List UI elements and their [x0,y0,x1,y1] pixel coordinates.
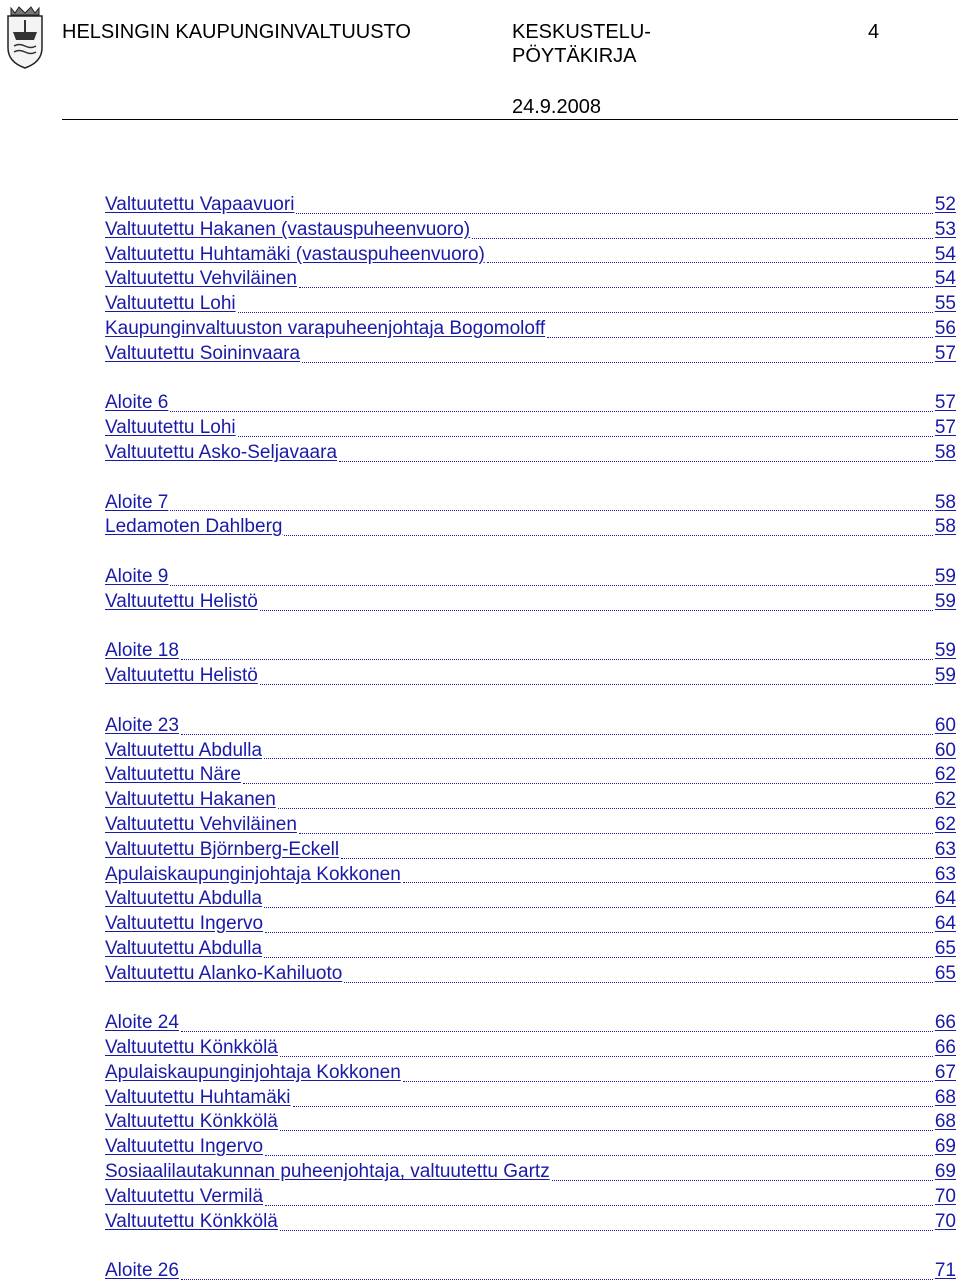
toc-page-number[interactable]: 58 [934,516,956,538]
toc-page-number[interactable]: 52 [934,194,956,215]
toc-entry-link[interactable]: Aloite 9 [105,565,169,587]
document-date: 24.9.2008 [512,96,601,118]
toc-entry[interactable] [105,639,956,664]
toc-page-number[interactable]: 60 [934,739,956,761]
toc-dot-leader [293,1106,933,1107]
toc-entry-link[interactable]: Valtuutettu Soininvaara [105,342,301,364]
toc-entry-link[interactable]: Valtuutettu Näre [105,764,241,786]
toc-page-number[interactable]: 63 [934,838,956,860]
toc-dot-leader [341,858,933,859]
toc-page-number[interactable]: 59 [934,590,956,612]
toc-dot-leader [170,585,932,586]
toc-entry[interactable] [105,1086,956,1111]
toc-page-number[interactable]: 57 [934,342,956,364]
toc-page-number[interactable]: 59 [934,640,956,662]
toc-entry-link[interactable]: Valtuutettu Ingervo [105,913,264,935]
toc-dot-leader [265,1155,933,1156]
toc-page-number[interactable]: 70 [934,1185,956,1207]
toc-entry-link[interactable]: Valtuutettu Könkkölä [105,1111,278,1133]
toc-dot-leader [403,1081,933,1082]
document-type [512,20,651,68]
page-number: 4 [868,21,880,43]
toc-entry[interactable] [105,1061,956,1086]
toc-page-number[interactable]: 57 [934,417,956,439]
toc-entry-link[interactable]: Aloite 7 [105,491,169,513]
toc-dot-leader [302,362,933,363]
toc-entry-link[interactable]: Aloite 24 [105,1012,179,1034]
toc-page-number[interactable]: 54 [934,243,956,265]
toc-entry-link[interactable]: Aloite 26 [105,1260,179,1282]
toc-page-number[interactable]: 56 [934,317,956,339]
toc-dot-leader [547,337,933,338]
toc-page-number[interactable]: 65 [934,937,956,959]
toc-entry-link[interactable]: Valtuutettu Vapaavuori [105,194,295,215]
toc-dot-leader [260,684,933,685]
toc-dot-leader [170,411,932,412]
toc-entry-link[interactable]: Aloite 18 [105,640,179,662]
toc-entry[interactable] [105,391,956,416]
toc-entry[interactable] [105,193,956,218]
toc-entry-link[interactable]: Aloite 23 [105,714,179,736]
toc-page-number[interactable]: 64 [934,913,956,935]
toc-entry[interactable] [105,1135,956,1160]
toc-page-number[interactable]: 64 [934,888,956,910]
toc-dot-leader [280,1230,933,1231]
toc-entry[interactable] [105,838,956,863]
toc-entry[interactable] [105,887,956,912]
toc-dot-leader [170,510,932,511]
toc-entry-link[interactable]: Valtuutettu Helistö [105,590,258,612]
toc-entry[interactable] [105,491,956,516]
toc-page-number[interactable]: 69 [934,1161,956,1183]
toc-entry-link[interactable]: Valtuutettu Alanko-Kahiluoto [105,962,343,984]
toc-entry[interactable] [105,416,956,441]
toc-page-number[interactable]: 62 [934,764,956,786]
toc-entry-link[interactable]: Apulaiskaupunginjohtaja Kokkonen [105,1061,401,1083]
toc-entry-link[interactable]: Valtuutettu Asko-Seljavaara [105,441,338,463]
toc-page-number[interactable]: 62 [934,813,956,835]
toc-entry[interactable] [105,937,956,962]
toc-entry[interactable] [105,441,956,466]
toc-page-number[interactable]: 68 [934,1086,956,1108]
toc-entry-link[interactable]: Valtuutettu Helistö [105,665,258,687]
toc-page-number[interactable]: 58 [934,491,956,513]
toc-entry[interactable] [105,1185,956,1210]
toc-dot-leader [284,535,932,536]
toc-page-number[interactable]: 60 [934,714,956,736]
toc-entry-link[interactable]: Valtuutettu Abdulla [105,739,263,761]
toc-entry-link[interactable]: Valtuutettu Ingervo [105,1136,264,1158]
toc-dot-leader [265,932,933,933]
toc-entry[interactable] [105,267,956,292]
toc-entry[interactable] [105,714,956,739]
toc-dot-leader [278,808,933,809]
toc-page-number[interactable]: 59 [934,565,956,587]
toc-dot-leader [264,758,933,759]
toc-dot-leader [296,213,932,214]
toc-dot-leader [181,1031,933,1032]
toc-dot-leader [260,610,933,611]
toc-entry[interactable] [105,243,956,268]
toc-page-number[interactable]: 66 [934,1037,956,1059]
organization-name: HELSINGIN KAUPUNGINVALTUUSTO [62,21,411,43]
toc-page-number[interactable]: 71 [934,1260,956,1282]
toc-entry-link[interactable]: Valtuutettu Vehviläinen [105,268,297,290]
toc-entry[interactable] [105,962,956,987]
toc-page-number[interactable]: 57 [934,392,956,414]
toc-dot-leader [487,262,933,263]
toc-entry[interactable] [105,590,956,615]
toc-entry[interactable] [105,292,956,317]
document-type-line1: KESKUSTELU- [512,21,651,43]
toc-dot-leader [265,1205,933,1206]
toc-entry[interactable] [105,863,956,888]
toc-entry[interactable] [105,1210,956,1235]
toc-dot-leader [264,957,933,958]
toc-dot-leader [181,734,933,735]
document-type-line2: PÖYTÄKIRJA [512,45,637,67]
toc-entry[interactable] [105,813,956,838]
helsinki-crest-logo [2,2,48,72]
toc-entry[interactable] [105,1011,956,1036]
toc-entry-link[interactable]: Valtuutettu Lohi [105,293,236,315]
toc-entry[interactable] [105,218,956,243]
toc-entry[interactable] [105,788,956,813]
toc-entry[interactable] [105,565,956,590]
toc-entry[interactable] [105,1259,956,1284]
header-divider [62,119,958,120]
toc-entry-link[interactable]: Valtuutettu Vehviläinen [105,813,297,835]
toc-entry[interactable] [105,912,956,937]
toc-entry[interactable] [105,317,956,342]
toc-entry-link[interactable]: Valtuutettu Björnberg-Eckell [105,838,340,860]
toc-page-number[interactable]: 68 [934,1111,956,1133]
toc-entry[interactable] [105,739,956,764]
toc-dot-leader [339,461,933,462]
toc-page-number[interactable]: 62 [934,789,956,811]
toc-entry-link[interactable]: Apulaiskaupunginjohtaja Kokkonen [105,863,401,885]
toc-entry-link[interactable]: Aloite 6 [105,392,169,414]
toc-entry-link[interactable]: Sosiaalilautakunnan puheenjohtaja, valtuutettu Gartz [105,1161,550,1183]
toc-entry[interactable] [105,342,956,367]
toc-entry-link[interactable]: Kaupunginvaltuuston varapuheenjohtaja Bogomoloff [105,317,546,339]
toc-dot-leader [299,287,933,288]
toc-entry-link[interactable]: Ledamoten Dahlberg [105,516,283,538]
toc-dot-leader [280,1130,933,1131]
toc-page-number[interactable]: 54 [934,268,956,290]
toc-entry-link[interactable]: Valtuutettu Könkkölä [105,1210,278,1232]
toc-entry[interactable] [105,515,956,540]
toc-dot-leader [403,882,933,883]
toc-entry-link[interactable]: Valtuutettu Könkkölä [105,1037,278,1059]
toc-entry-link[interactable]: Valtuutettu Abdulla [105,937,263,959]
toc-entry-link[interactable]: Valtuutettu Huhtamäki (vastauspuheenvuoro) [105,243,485,265]
toc-entry[interactable] [105,1160,956,1185]
toc-page-number[interactable]: 65 [934,962,956,984]
toc-dot-leader [280,1056,933,1057]
toc-entry-link[interactable]: Valtuutettu Huhtamäki [105,1086,291,1108]
toc-page-number[interactable]: 67 [934,1061,956,1083]
toc-dot-leader [299,833,933,834]
toc-page-number[interactable]: 66 [934,1012,956,1034]
toc-page-number[interactable]: 69 [934,1136,956,1158]
toc-entry[interactable] [105,1110,956,1135]
toc-dot-leader [243,783,933,784]
toc-dot-leader [344,982,933,983]
toc-dot-leader [238,312,933,313]
toc-dot-leader [181,659,933,660]
toc-entry-link[interactable]: Valtuutettu Abdulla [105,888,263,910]
toc-entry-link[interactable]: Valtuutettu Vermilä [105,1185,264,1207]
toc-entry-link[interactable]: Valtuutettu Hakanen [105,789,276,811]
toc-page-number[interactable]: 63 [934,863,956,885]
toc-entry-link[interactable]: Valtuutettu Lohi [105,417,236,439]
toc-entry[interactable] [105,763,956,788]
toc-dot-leader [181,1279,933,1280]
toc-dot-leader [472,238,933,239]
toc-page-number[interactable]: 70 [934,1210,956,1232]
toc-page-number[interactable]: 55 [934,293,956,315]
toc-page-number[interactable]: 58 [934,441,956,463]
toc-entry-link[interactable]: Valtuutettu Hakanen (vastauspuheenvuoro) [105,218,471,240]
toc-dot-leader [238,436,933,437]
toc-page-number[interactable]: 59 [934,665,956,687]
table-of-contents [105,193,956,1284]
toc-entry[interactable] [105,1036,956,1061]
toc-page-number[interactable]: 53 [934,218,956,240]
toc-dot-leader [264,907,933,908]
toc-dot-leader [552,1180,933,1181]
toc-entry[interactable] [105,664,956,689]
